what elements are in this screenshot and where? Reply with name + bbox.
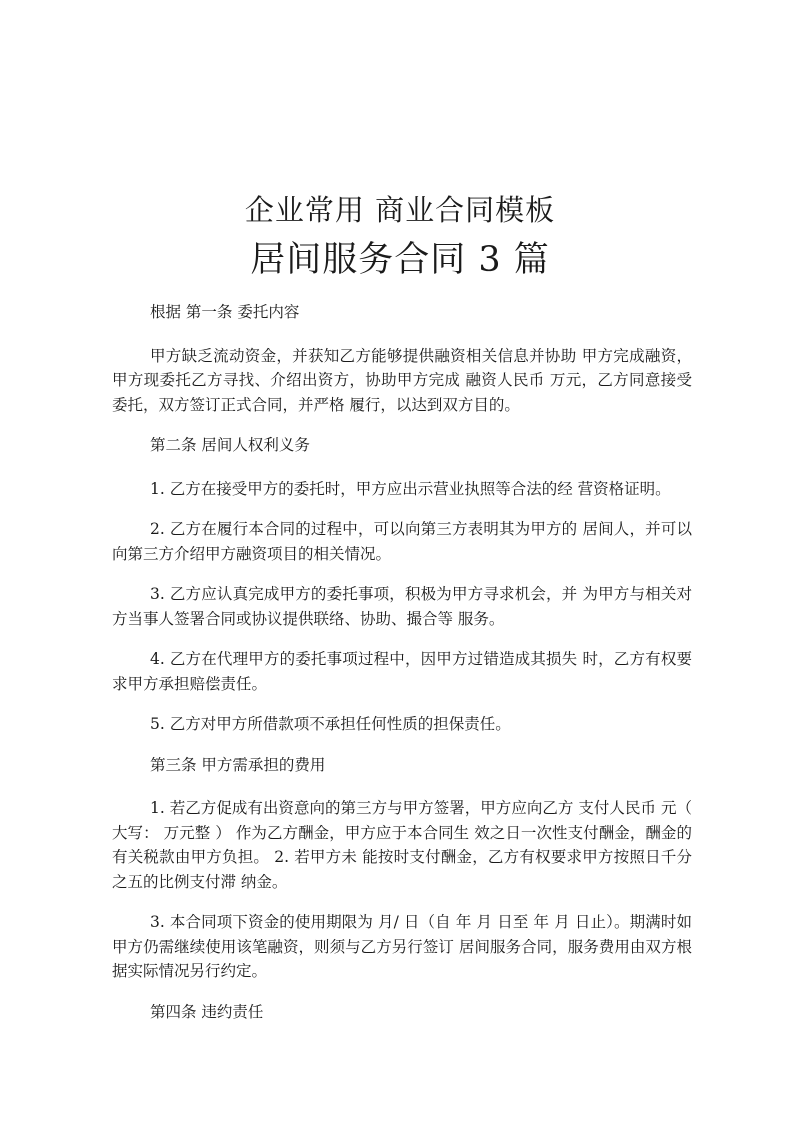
document-title: 企业常用 商业合同模板 (244, 193, 556, 227)
list-item: 4. 乙方在代理甲方的委托事项过程中，因甲方过错造成其损失 时，乙方有权要求甲方承担赔偿责任。 (112, 650, 692, 693)
section-heading: 第二条 居间人权利义务 (150, 436, 310, 454)
list-item: 5. 乙方对甲方所借款项不承担任何性质的担保责任。 (150, 715, 511, 733)
list-item: 3. 本合同项下资金的使用期限为 月/ 日（自 年 月 日至 年 月 日止）。期满时如甲方仍需继续使用该笔融资，则须与乙方另行签订 居间服务合同，服务费用由双方根据实际情况另行约定。 (112, 913, 692, 980)
list-item: 1. 乙方在接受甲方的委托时，甲方应出示营业执照等合法的经 营资格证明。 (150, 479, 671, 498)
list-item: 3. 乙方应认真完成甲方的委托事项，积极为甲方寻求机会，并 为甲方与相关对方当事人签署合同或协议提供联络、协助、撮合等 服务。 (112, 585, 692, 628)
document-subtitle: 居间服务合同 3 篇 (250, 240, 550, 280)
paragraph: 甲方缺乏流动资金，并获知乙方能够提供融资相关信息并协助 甲方完成融资，甲方现委托乙方寻找、介绍出资方，协助甲方完成 融资人民币 万元，乙方同意接受委托，双方签订正式合同，并严格 履行，以达到双方目的。 (112, 346, 692, 414)
document-body (112, 300, 692, 1043)
list-item: 1. 若乙方促成有出资意向的第三方与甲方签署，甲方应向乙方 支付人民币 元（ 大写： 万元整 ） 作为乙方酬金，甲方应于本合同生 效之日一次性支付酬金，酬金的有关税款由甲方负担。 2. 若甲方未 能按时支付酬金，乙方有权要求甲方按照日千分之五的比例支付滞 纳金。 (112, 799, 692, 891)
section-heading: 根据 第一条 委托内容 (150, 303, 300, 321)
list-item: 2. 乙方在履行本合同的过程中，可以向第三方表明其为甲方的 居间人，并可以向第三方介绍甲方融资项目的相关情况。 (112, 520, 692, 563)
section-heading: 第三条 甲方需承担的费用 (150, 755, 326, 774)
section-heading: 第四条 违约责任 (150, 1002, 264, 1021)
